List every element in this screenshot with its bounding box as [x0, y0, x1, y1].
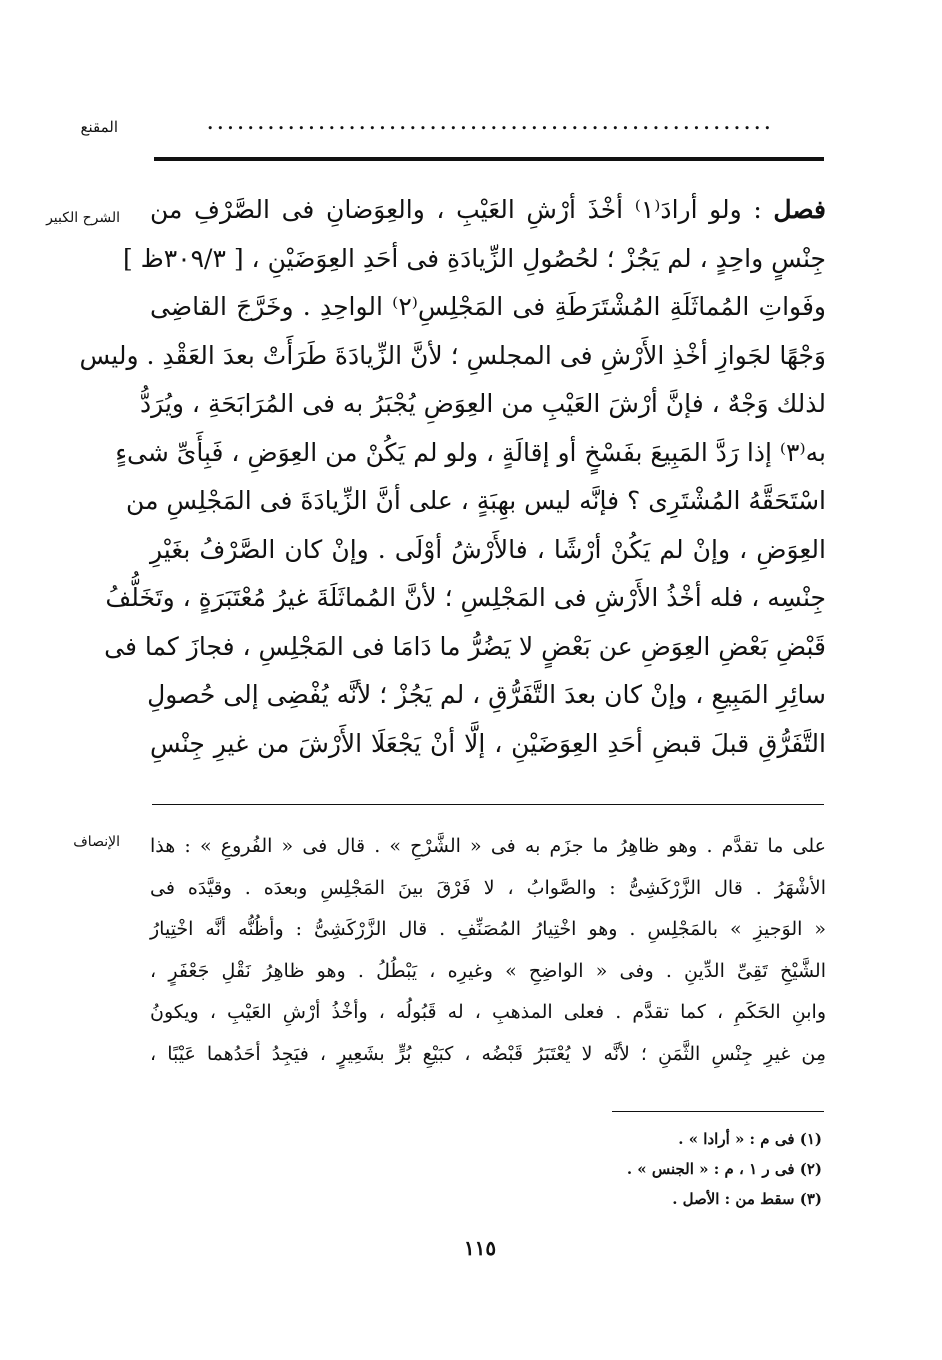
footnote: (٢) فى ر ١ ، م : « الجنس » . — [626, 1160, 822, 1178]
main-line: جِنْسٍ واحِدٍ ، لم يَجُزْ ؛ لحُصُولِ الزِّيادَةِ فى أحَدِ العِوَضَيْنِ ، [ ٣٠٩/٣ظ ] — [122, 243, 826, 273]
insaf-line: الأشْهَرُ . قال الزَّرْكَشِىُّ : والصَّوابُ ، لا فَرْقَ بينَ المَجْلِسِ وبعدَه . وقيَّدَه فى — [150, 876, 826, 899]
main-line: التَّفَرُّقِ قبلَ قبضِ أحَدِ العِوَضَيْنِ ، إلَّا أنْ يَجْعَلَا الأَرْشَ من غيرِ جِنْسِ — [150, 728, 826, 758]
fasl-heading: فصل — [773, 195, 826, 224]
insaf-line: وابنِ الحَكَمِ ، كما تقدَّم . فعلى المذهبِ ، له قَبُولُه ، وأخْذُ أرْشِ العَيْبِ ، ويكونُ — [150, 1001, 826, 1023]
section-divider — [152, 804, 824, 805]
main-line: جِنْسِه ، فله أخْذُ الأَرْشِ فى المَجْلِسِ ؛ لأنَّ المُماثَلَةَ غيرُ مُعْتَبَرَةٍ ، وتَخَلُّفُ — [105, 583, 826, 612]
footnote: (٣) سقط من : الأصل . — [672, 1190, 822, 1208]
footnote-rule — [612, 1111, 824, 1112]
main-line: العِوَضِ ، وإنْ لم يَكُنْ أرْشًا ، فالأَرْشُ أوْلَى . وإنْ كان الصَّرْفُ بغَيْرِ — [150, 534, 826, 564]
page-number: ١١٥ — [463, 1236, 497, 1260]
main-line: قَبْضِ بَعْضِ العِوَضِ عن بَعْضٍ لا يَضُرُّ ما دَامَا فى المَجْلِسِ ، فجازَ كما فى — [104, 631, 826, 661]
insaf-line: على ما تقدَّم . وهو ظاهِرُ ما جزَم به فى « الشَّرْحِ » . قال فى « الفُروعِ » : هذا — [150, 835, 826, 857]
main-line: به⁽٣⁾ إذا رَدَّ المَبِيعَ بفَسْخٍ أو إقالَةٍ ، ولو لم يَكُنْ من العِوَضِ ، فَبِأَىِّ شىءٍ — [115, 437, 826, 467]
main-line: وفَواتِ المُماثَلَةِ المُشْتَرَطَةِ فى المَجْلِسِ⁽٢⁾ الواحِدِ . وخَرَّجَ القاضِى — [150, 292, 826, 321]
side-label-sharh: الشرح الكبير — [46, 210, 120, 226]
running-header-title: المقنع — [80, 118, 118, 136]
main-line-text: : ولو أرادَ⁽١⁾ أخْذَ أرْشِ العَيْبِ ، والعِوَضانِ فى الصَّرْفِ من — [150, 195, 762, 224]
footnote: (١) فى م : « أرادا » . — [678, 1130, 822, 1148]
header-rule — [154, 157, 824, 161]
main-line: اسْتَحَقَّهُ المُشْتَرِى ؟ فإنَّه ليس بهِبَةٍ ، على أنَّ الزِّيادَةَ فى المَجْلِسِ من — [126, 486, 826, 515]
insaf-line: الشَّيْخِ تَقِىِّ الدِّينِ . وفى « الواضِحِ » وغيرِه ، يَبْطُلُ . وهو ظاهِرُ نَقْلِ جَعْفَرٍ ، — [150, 959, 826, 982]
insaf-line: « الوَجيزِ » بالمَجْلِسِ . وهو اخْتِيارُ المُصَنِّفِ . قال الزَّرْكَشِىُّ : وأظُنُّه أنَّه اخْتِيارُ — [150, 918, 826, 940]
side-label-insaf: الإنصاف — [73, 834, 120, 850]
header-dotted-line: ........................................................ — [206, 107, 774, 135]
main-line: لذلك وَجْهٌ ، فإنَّ أرْشَ العَيْبِ من العِوَضِ يُجْبَرُ به فى المُرَابَحَةِ ، ويُرَدُّ — [140, 389, 826, 418]
insaf-text-block — [150, 826, 826, 1075]
main-line: سائِرِ المَبِيعِ ، وإنْ كان بعدَ التَّفَرُّقِ ، لم يَجُزْ ؛ لأنَّه يُفْضِى إلى حُصولِ — [147, 680, 826, 709]
main-line — [150, 186, 826, 235]
main-line: وَجْهًا لجَوازِ أخْذِ الأَرْشِ فى المجلسِ ؛ لأنَّ الزِّيادَةَ طَرَأَتْ بعدَ العَقْدِ . وليس — [79, 340, 826, 370]
footnotes — [422, 1124, 822, 1214]
insaf-line: مِن غيرِ جِنْسِ الثَّمَنِ ؛ لأنَّه لا يُعْتَبَرُ قَبْضُه ، كبَيْعِ بُرٍّ بشَعِيرٍ ، فيَجِدُ أحَدُهما عَيْبًا ، — [150, 1042, 826, 1065]
